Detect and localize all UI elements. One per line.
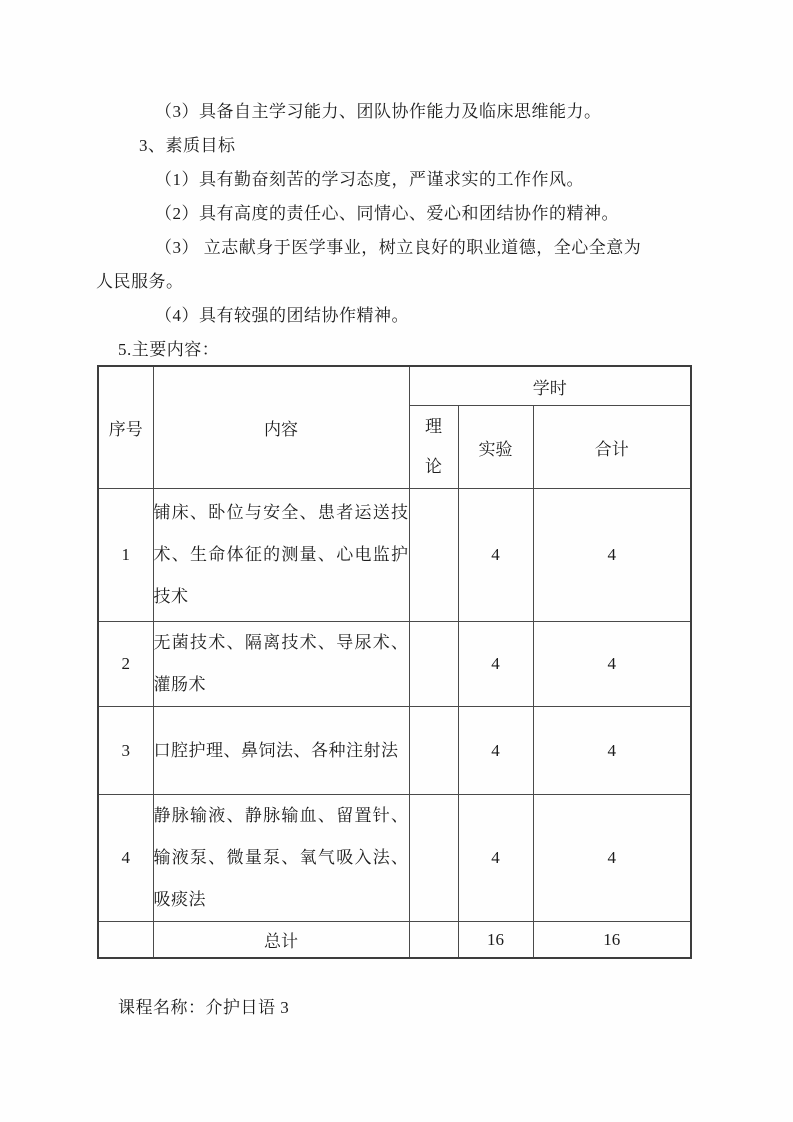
body-text bbox=[96, 95, 696, 367]
paragraph-quality-3-line2: 人民服务。 bbox=[96, 272, 184, 291]
row-experiment: 4 bbox=[458, 489, 533, 622]
total-experiment: 16 bbox=[458, 922, 533, 959]
row-theory bbox=[409, 707, 458, 795]
row-experiment: 4 bbox=[458, 795, 533, 922]
paragraph-quality-3-line1: （3） 立志献身于医学事业，树立良好的职业道德，全心全意为 bbox=[155, 238, 642, 257]
table-total-row bbox=[98, 922, 691, 959]
row-theory bbox=[409, 795, 458, 922]
total-label: 总计 bbox=[153, 922, 409, 959]
header-theory-label: 理论 bbox=[424, 417, 442, 476]
paragraph-objective-3: （3）具备自主学习能力、团队协作能力及临床思维能力。 bbox=[155, 102, 602, 121]
header-experiment: 实验 bbox=[458, 406, 533, 489]
total-index-empty bbox=[98, 922, 153, 959]
table-row bbox=[98, 622, 691, 707]
row-total: 4 bbox=[533, 622, 691, 707]
row-content: 口腔护理、鼻饲法、各种注射法 bbox=[153, 707, 409, 795]
header-hours-group: 学时 bbox=[409, 366, 691, 406]
row-experiment: 4 bbox=[458, 622, 533, 707]
row-index: 1 bbox=[98, 489, 153, 622]
row-total: 4 bbox=[533, 795, 691, 922]
row-index: 4 bbox=[98, 795, 153, 922]
total-total: 16 bbox=[533, 922, 691, 959]
row-theory bbox=[409, 622, 458, 707]
header-content: 内容 bbox=[153, 366, 409, 489]
table-row bbox=[98, 489, 691, 622]
paragraph-quality-2: （2）具有高度的责任心、同情心、爱心和团结协作的精神。 bbox=[155, 204, 619, 223]
row-total: 4 bbox=[533, 489, 691, 622]
row-experiment: 4 bbox=[458, 707, 533, 795]
paragraph-quality-goal-heading: 3、素质目标 bbox=[139, 136, 236, 155]
row-content: 铺床、卧位与安全、患者运送技术、生命体征的测量、心电监护技术 bbox=[153, 489, 409, 622]
row-index: 3 bbox=[98, 707, 153, 795]
paragraph-quality-1: （1）具有勤奋刻苦的学习态度，严谨求实的工作作风。 bbox=[155, 170, 584, 189]
row-content: 无菌技术、隔离技术、导尿术、灌肠术 bbox=[153, 622, 409, 707]
course-content-table bbox=[97, 365, 692, 959]
course-name-label: 课程名称：介护日语 3 bbox=[118, 998, 290, 1017]
header-total: 合计 bbox=[533, 406, 691, 489]
table-row bbox=[98, 795, 691, 922]
row-index: 2 bbox=[98, 622, 153, 707]
paragraph-main-content-heading: 5.主要内容： bbox=[118, 340, 220, 359]
table-row bbox=[98, 707, 691, 795]
header-index: 序号 bbox=[98, 366, 153, 489]
row-total: 4 bbox=[533, 707, 691, 795]
total-theory bbox=[409, 922, 458, 959]
header-theory bbox=[409, 406, 458, 489]
paragraph-quality-4: （4）具有较强的团结协作精神。 bbox=[155, 306, 409, 325]
row-content: 静脉输液、静脉输血、留置针、输液泵、微量泵、氧气吸入法、吸痰法 bbox=[153, 795, 409, 922]
row-theory bbox=[409, 489, 458, 622]
table-header-row-1 bbox=[98, 366, 691, 406]
